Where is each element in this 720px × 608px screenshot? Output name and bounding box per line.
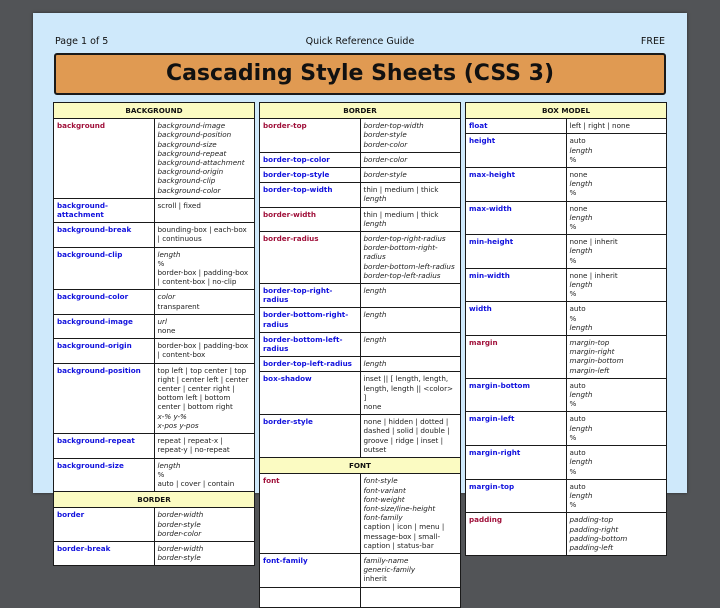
- property-values: [566, 119, 667, 134]
- free-badge: FREE: [640, 36, 665, 47]
- property-value: background-image: [157, 121, 226, 131]
- property-values: [360, 415, 461, 458]
- property-row: [260, 332, 461, 356]
- property-value: auto: [569, 304, 586, 314]
- property-value: length: [569, 390, 593, 400]
- property-row: [260, 372, 461, 415]
- property-value: none | inherit: [569, 270, 618, 280]
- property-value: thin | medium | thick: [363, 209, 439, 219]
- property-name: box-shadow: [260, 372, 361, 415]
- property-value: left | right | none: [569, 121, 630, 131]
- property-value: color: [157, 292, 176, 302]
- property-name: background-origin: [54, 339, 155, 363]
- property-values: [566, 168, 667, 202]
- property-value: length: [569, 423, 593, 433]
- property-row: [260, 152, 461, 167]
- page-indicator: Page 1 of 5: [55, 36, 109, 47]
- property-value: margin-bottom: [569, 356, 624, 366]
- property-values: [154, 363, 255, 433]
- property-value: border-top-width: [363, 121, 424, 131]
- reference-table: [259, 102, 461, 608]
- property-value: border-style: [363, 170, 407, 180]
- section-title: BACKGROUND: [54, 103, 255, 119]
- property-values: [360, 183, 461, 207]
- property-name: border-width: [260, 207, 361, 231]
- property-row: [260, 587, 461, 607]
- property-values: [360, 372, 461, 415]
- property-value: background-clip: [157, 176, 216, 186]
- property-values: [360, 119, 461, 153]
- property-value: generic-family: [363, 565, 416, 575]
- property-row: [54, 541, 255, 565]
- property-value: length: [157, 249, 181, 259]
- property-value: border-width: [157, 543, 204, 553]
- section-title: FONT: [260, 458, 461, 474]
- property-values: [154, 434, 255, 458]
- property-value: length: [363, 286, 387, 296]
- property-value: x-pos y-pos: [157, 420, 199, 430]
- property-name: border-bottom-right-radius: [260, 308, 361, 332]
- property-name: border-top: [260, 119, 361, 153]
- property-name: height: [466, 134, 567, 168]
- property-row: [260, 553, 461, 587]
- property-name: border: [54, 508, 155, 542]
- property-values: [154, 247, 255, 290]
- property-values: [566, 446, 667, 480]
- property-name: border-top-width: [260, 183, 361, 207]
- property-value: transparent: [157, 301, 200, 311]
- property-values: [154, 314, 255, 338]
- property-value: margin-left: [569, 365, 610, 375]
- property-values: [360, 553, 461, 587]
- property-values: [566, 336, 667, 379]
- property-name: float: [466, 119, 567, 134]
- property-value: none: [569, 203, 588, 213]
- property-value: length: [569, 457, 593, 467]
- property-value: none: [569, 170, 588, 180]
- property-row: [54, 508, 255, 542]
- property-value: background-attachment: [157, 158, 245, 168]
- property-value: auto: [569, 448, 586, 458]
- property-values: [566, 513, 667, 556]
- property-row: [54, 290, 255, 314]
- property-name: min-height: [466, 235, 567, 269]
- property-row: [54, 434, 255, 458]
- property-value: font-style: [363, 476, 398, 486]
- property-row: [54, 339, 255, 363]
- property-name: border-bottom-left-radius: [260, 332, 361, 356]
- property-values: [360, 284, 461, 308]
- property-value: inherit: [363, 574, 387, 584]
- property-values: [360, 332, 461, 356]
- property-name: background-color: [54, 290, 155, 314]
- section-header-row: [466, 103, 667, 119]
- property-value: border-style: [363, 130, 407, 140]
- property-value: margin-top: [569, 338, 610, 348]
- property-name: width: [466, 302, 567, 336]
- property-values: [566, 201, 667, 235]
- property-values: [154, 541, 255, 565]
- property-value: padding-top: [569, 515, 614, 525]
- property-values: [360, 474, 461, 554]
- property-name: border-top-style: [260, 168, 361, 183]
- property-value: none: [363, 402, 382, 412]
- property-value: padding-right: [569, 524, 619, 534]
- property-values: [154, 508, 255, 542]
- property-name: margin-right: [466, 446, 567, 480]
- property-value: border-box | padding-box | content-box | no-clip: [157, 268, 249, 287]
- property-row: [466, 479, 667, 513]
- property-value: length: [363, 359, 387, 369]
- property-values: [154, 198, 255, 222]
- reference-table: [465, 102, 667, 556]
- property-value: margin-right: [569, 347, 615, 357]
- property-value: %: [569, 432, 577, 442]
- property-row: [260, 415, 461, 458]
- property-value: font-weight: [363, 494, 405, 504]
- property-value: border-width: [157, 510, 204, 520]
- property-value: family-name: [363, 555, 409, 565]
- property-value: border-bottom-right-radius: [363, 243, 438, 262]
- section-header-row: [260, 458, 461, 474]
- property-row: [54, 247, 255, 290]
- property-row: [260, 183, 461, 207]
- property-value: padding-bottom: [569, 533, 628, 543]
- property-row: [466, 513, 667, 556]
- property-row: [260, 119, 461, 153]
- property-name: background-repeat: [54, 434, 155, 458]
- property-value: length: [569, 490, 593, 500]
- guide-title: Quick Reference Guide: [305, 36, 415, 47]
- column-1: [53, 102, 255, 566]
- property-value: %: [569, 313, 577, 323]
- property-name: margin-left: [466, 412, 567, 446]
- property-row: [54, 223, 255, 247]
- property-value: scroll | fixed: [157, 200, 201, 210]
- property-values: [566, 479, 667, 513]
- section-header-row: [260, 103, 461, 119]
- property-value: auto: [569, 414, 586, 424]
- property-value: top left | top center | top right | center left | center center | center right | bottom left | bottom center | bottom right: [157, 365, 249, 412]
- property-value: background-size: [157, 139, 217, 149]
- property-values: [154, 290, 255, 314]
- section-title: BOX MODEL: [466, 103, 667, 119]
- property-values: [154, 223, 255, 247]
- property-row: [54, 198, 255, 222]
- property-row: [466, 268, 667, 302]
- property-name: background-size: [54, 458, 155, 492]
- property-value: auto: [569, 481, 586, 491]
- document-title: Cascading Style Sheets (CSS 3): [54, 53, 666, 95]
- property-values: [566, 412, 667, 446]
- property-row: [466, 119, 667, 134]
- property-values: [360, 207, 461, 231]
- property-values: [154, 119, 255, 199]
- property-name: font: [260, 474, 361, 554]
- property-value: caption | icon | menu | message-box | small-caption | status-bar: [363, 522, 445, 550]
- column-2: [259, 102, 461, 608]
- property-value: thin | medium | thick: [363, 185, 439, 195]
- property-name: padding: [466, 513, 567, 556]
- section-header-row: [54, 492, 255, 508]
- property-values: [360, 587, 461, 607]
- property-row: [466, 168, 667, 202]
- property-values: [566, 268, 667, 302]
- property-value: font-variant: [363, 485, 406, 495]
- section-header-row: [54, 103, 255, 119]
- property-value: auto: [569, 380, 586, 390]
- property-value: border-color: [363, 154, 408, 164]
- property-name: margin-bottom: [466, 378, 567, 412]
- property-row: [54, 363, 255, 433]
- section-title: BORDER: [54, 492, 255, 508]
- property-value: length: [363, 334, 387, 344]
- property-name: min-width: [466, 268, 567, 302]
- property-name: max-height: [466, 168, 567, 202]
- column-3: [465, 102, 667, 556]
- property-value: length: [363, 194, 387, 204]
- property-value: url: [157, 316, 168, 326]
- property-row: [54, 314, 255, 338]
- property-name: background-image: [54, 314, 155, 338]
- property-name: margin: [466, 336, 567, 379]
- property-row: [260, 232, 461, 284]
- property-row: [260, 168, 461, 183]
- property-name: border-top-right-radius: [260, 284, 361, 308]
- property-value: border-top-right-radius: [363, 234, 446, 244]
- property-row: [466, 201, 667, 235]
- reference-table: [53, 102, 255, 566]
- property-value: inset || [ length, length, length, length || <color> ]: [363, 374, 454, 402]
- property-value: length: [157, 460, 181, 470]
- property-value: %: [569, 188, 577, 198]
- property-name: max-width: [466, 201, 567, 235]
- property-value: border-style: [157, 519, 201, 529]
- property-values: [360, 168, 461, 183]
- property-name: background-position: [54, 363, 155, 433]
- property-value: font-size/line-height: [363, 503, 436, 513]
- property-row: [466, 235, 667, 269]
- property-values: [360, 232, 461, 284]
- property-name: border-top-left-radius: [260, 357, 361, 372]
- property-value: none | hidden | dotted | dashed | solid | double | groove | ridge | inset | outset: [363, 417, 450, 454]
- property-value: %: [569, 154, 577, 164]
- property-value: border-color: [157, 528, 202, 538]
- property-value: length: [569, 212, 593, 222]
- property-value: length: [569, 280, 593, 290]
- property-values: [566, 235, 667, 269]
- property-row: [466, 378, 667, 412]
- property-name: background-attachment: [54, 198, 155, 222]
- property-value: none | inherit: [569, 237, 618, 247]
- property-row: [466, 446, 667, 480]
- property-value: x-% y-%: [157, 411, 187, 421]
- property-name: border-radius: [260, 232, 361, 284]
- property-values: [566, 302, 667, 336]
- property-row: [54, 458, 255, 492]
- property-value: background-position: [157, 130, 232, 140]
- property-value: length: [569, 145, 593, 155]
- property-row: [260, 284, 461, 308]
- property-values: [360, 152, 461, 167]
- property-value: length: [569, 246, 593, 256]
- property-row: [260, 308, 461, 332]
- property-values: [566, 378, 667, 412]
- property-value: %: [157, 258, 165, 268]
- property-value: length: [363, 310, 387, 320]
- property-value: %: [569, 500, 577, 510]
- property-name: [260, 587, 361, 607]
- property-name: border-style: [260, 415, 361, 458]
- property-value: background-repeat: [157, 148, 227, 158]
- property-value: length: [569, 322, 593, 332]
- property-name: border-top-color: [260, 152, 361, 167]
- property-value: background-origin: [157, 167, 224, 177]
- property-values: [154, 339, 255, 363]
- property-name: background-break: [54, 223, 155, 247]
- property-value: length: [363, 218, 387, 228]
- property-value: %: [157, 469, 165, 479]
- property-values: [154, 458, 255, 492]
- property-value: %: [569, 399, 577, 409]
- property-value: %: [569, 222, 577, 232]
- property-row: [466, 134, 667, 168]
- property-value: auto: [569, 136, 586, 146]
- property-value: border-top-left-radius: [363, 270, 441, 280]
- property-value: %: [569, 255, 577, 265]
- property-name: margin-top: [466, 479, 567, 513]
- property-row: [466, 336, 667, 379]
- property-value: none: [157, 326, 176, 336]
- property-value: %: [569, 466, 577, 476]
- property-name: border-break: [54, 541, 155, 565]
- property-value: border-color: [363, 139, 408, 149]
- property-value: border-box | padding-box | content-box: [157, 341, 249, 360]
- property-value: repeat | repeat-x | repeat-y | no-repeat: [157, 436, 230, 455]
- document-page: [33, 13, 687, 584]
- property-row: [54, 119, 255, 199]
- property-values: [360, 308, 461, 332]
- property-value: %: [569, 289, 577, 299]
- property-row: [260, 207, 461, 231]
- page-header: [55, 36, 665, 50]
- property-value: padding-left: [569, 542, 614, 552]
- property-value: font-family: [363, 513, 403, 523]
- section-title: BORDER: [260, 103, 461, 119]
- property-name: background-clip: [54, 247, 155, 290]
- property-values: [566, 134, 667, 168]
- property-name: font-family: [260, 553, 361, 587]
- property-value: bounding-box | each-box | continuous: [157, 225, 247, 244]
- property-row: [260, 474, 461, 554]
- property-value: border-style: [157, 553, 201, 563]
- property-values: [360, 357, 461, 372]
- property-row: [260, 357, 461, 372]
- property-row: [466, 302, 667, 336]
- property-name: background: [54, 119, 155, 199]
- property-value: auto | cover | contain: [157, 478, 235, 488]
- property-row: [466, 412, 667, 446]
- property-value: length: [569, 179, 593, 189]
- property-value: border-bottom-left-radius: [363, 261, 455, 271]
- property-value: background-color: [157, 185, 221, 195]
